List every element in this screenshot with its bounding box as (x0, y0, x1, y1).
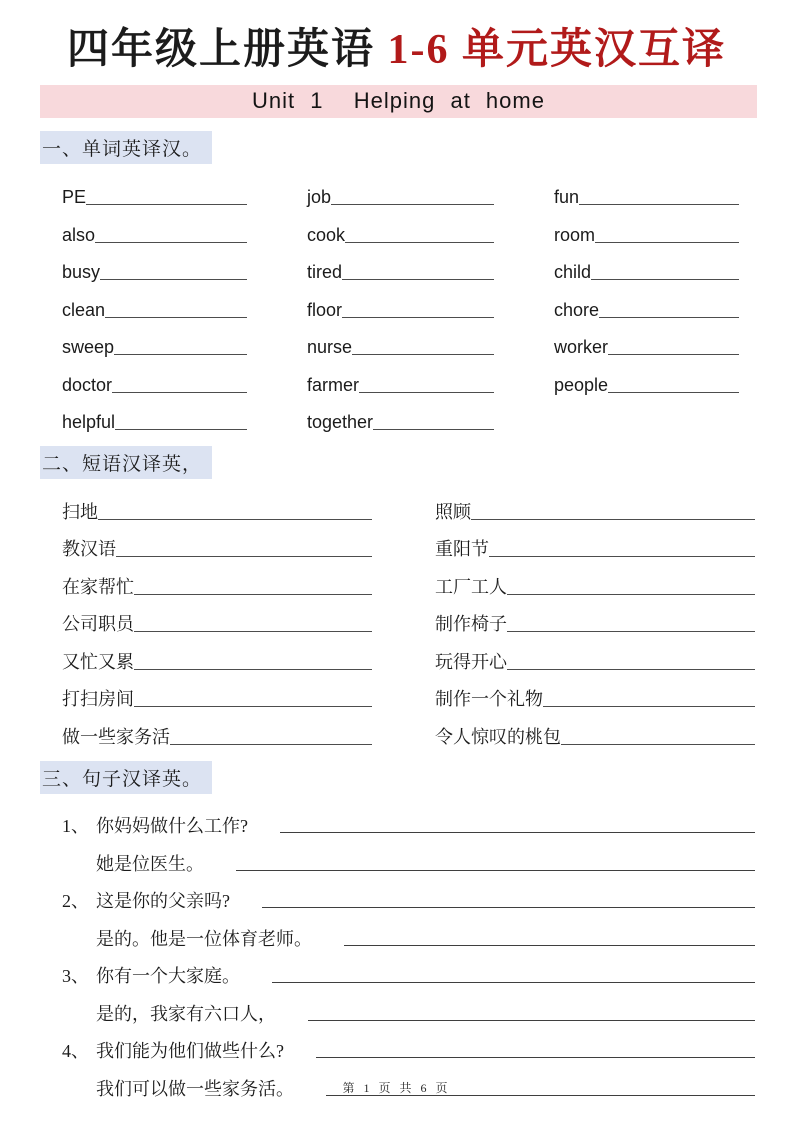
page-title (0, 0, 793, 77)
word-label: child (554, 262, 592, 282)
answer-blank (134, 631, 372, 632)
word-item (62, 283, 247, 321)
answer-blank (471, 519, 755, 520)
title-units-part: 1-6 单元英汉互译 (387, 27, 726, 73)
answer-blank (561, 744, 755, 745)
answer-blank (308, 1020, 755, 1021)
answer-blank (543, 706, 755, 707)
sentence-row (62, 800, 755, 838)
word-item (554, 246, 739, 284)
page-number-indicator: 第 1 页 共 6 页 (342, 1081, 451, 1095)
sentence-number: 3、 (62, 966, 89, 986)
word-label: tired (307, 262, 343, 282)
answer-blank (342, 279, 494, 280)
phrase-label: 令人惊叹的桃包 (435, 726, 561, 747)
unit-banner (40, 85, 757, 118)
answer-blank (352, 354, 494, 355)
word-item (554, 283, 739, 321)
answer-blank (345, 242, 494, 243)
answer-blank (134, 706, 372, 707)
answer-blank (100, 279, 247, 280)
word-label: busy (62, 262, 101, 282)
phrase-label: 工厂工人 (435, 576, 507, 597)
sentence-row (62, 987, 755, 1025)
phrase-item (62, 673, 372, 711)
word-label: worker (554, 337, 609, 357)
word-label: people (554, 374, 609, 395)
sentence-text: 你妈妈做什么工作? (96, 816, 248, 836)
phrase-item (435, 523, 755, 561)
phrase-item (435, 560, 755, 598)
answer-blank (236, 870, 755, 871)
phrase-translation-list (62, 485, 793, 748)
word-item (307, 396, 494, 434)
word-label: cook (307, 224, 346, 245)
sentence-text: 是的，我家有六口人， (96, 1003, 276, 1024)
sentence-number (62, 948, 96, 950)
phrase-label: 照顾 (435, 501, 471, 522)
answer-blank (98, 519, 372, 520)
phrase-label: 扫地 (62, 501, 98, 522)
word-item (307, 171, 494, 209)
answer-blank (86, 204, 247, 205)
phrase-label: 在家帮忙 (62, 576, 134, 597)
answer-blank (507, 594, 755, 595)
word-item (307, 358, 494, 396)
sentence-row (62, 837, 755, 875)
sentence-row (62, 950, 755, 988)
word-label: floor (307, 299, 343, 320)
title-grade-part: 四年级上册英语 (66, 27, 388, 73)
answer-blank (134, 669, 372, 670)
sentence-text: 我们可以做一些家务活。 (96, 1078, 294, 1099)
phrase-label: 又忙又累 (62, 651, 134, 672)
word-label: helpful (62, 412, 116, 432)
word-label: chore (554, 299, 600, 320)
word-item (62, 321, 247, 359)
answer-blank (134, 594, 372, 595)
answer-blank (599, 317, 739, 318)
phrase-label: 制作一个礼物 (435, 689, 543, 709)
answer-blank (115, 429, 247, 430)
word-label: together (307, 412, 374, 432)
sentence-number (62, 1098, 96, 1100)
word-label: nurse (307, 337, 353, 357)
answer-blank (170, 744, 372, 745)
phrase-item (435, 673, 755, 711)
phrase-item (435, 485, 755, 523)
word-item (554, 321, 739, 359)
word-item (307, 246, 494, 284)
answer-blank (579, 204, 739, 205)
phrase-item (62, 598, 372, 636)
sentence-text: 是的。他是一位体育老师。 (96, 928, 312, 949)
unit-banner-text: Unit 1 Helping at home (252, 88, 545, 113)
word-label: farmer (307, 374, 360, 395)
word-item (307, 321, 494, 359)
sentence-text: 她是位医生。 (96, 853, 204, 874)
answer-blank (272, 982, 755, 983)
word-item-empty (554, 396, 739, 434)
phrase-item (435, 635, 755, 673)
word-item (307, 208, 494, 246)
phrase-label: 制作椅子 (435, 614, 507, 634)
phrase-label: 公司职员 (62, 614, 134, 634)
sentence-number: 2、 (62, 891, 89, 911)
phrase-item (435, 710, 755, 748)
word-item (554, 358, 739, 396)
word-label: fun (554, 187, 580, 207)
sentence-text: 你有一个大家庭。 (96, 966, 240, 986)
word-label: PE (62, 187, 87, 207)
answer-blank (95, 242, 247, 243)
answer-blank (359, 392, 494, 393)
answer-blank (507, 631, 755, 632)
phrase-label: 重阳节 (435, 539, 489, 559)
phrase-item (62, 560, 372, 598)
answer-blank (105, 317, 247, 318)
sentence-text: 我们能为他们做些什么? (96, 1041, 284, 1061)
word-item (62, 171, 247, 209)
phrase-label: 教汉语 (62, 539, 116, 559)
word-label: room (554, 224, 596, 245)
word-label: clean (62, 299, 106, 320)
answer-blank (331, 204, 494, 205)
phrase-item (62, 485, 372, 523)
sentence-row (62, 912, 755, 950)
sentence-number: 4、 (62, 1041, 89, 1061)
sentence-number (62, 1023, 96, 1025)
answer-blank (608, 354, 739, 355)
word-label: also (62, 224, 96, 245)
answer-blank (280, 832, 755, 833)
word-item (62, 246, 247, 284)
answer-blank (489, 556, 755, 557)
answer-blank (595, 242, 739, 243)
answer-blank (316, 1057, 755, 1058)
sentence-translation-list (62, 800, 755, 1100)
phrase-item (62, 523, 372, 561)
answer-blank (373, 429, 494, 430)
answer-blank (344, 945, 755, 946)
word-item (62, 358, 247, 396)
answer-blank (507, 669, 755, 670)
answer-blank (262, 907, 755, 908)
section2-heading: 二、短语汉译英， (40, 446, 212, 479)
sentence-number: 1、 (62, 816, 89, 836)
answer-blank (591, 279, 739, 280)
word-item (554, 208, 739, 246)
answer-blank (608, 392, 739, 393)
word-translation-list (62, 171, 793, 434)
word-item (62, 208, 247, 246)
word-label: job (307, 187, 332, 207)
phrase-item (62, 635, 372, 673)
word-item (554, 171, 739, 209)
word-item (62, 396, 247, 434)
sentence-row (62, 875, 755, 913)
answer-blank (342, 317, 494, 318)
phrase-label: 玩得开心 (435, 651, 507, 672)
word-label: sweep (62, 337, 115, 357)
sentence-number (62, 873, 96, 875)
word-item (307, 283, 494, 321)
phrase-label: 做一些家务活 (62, 726, 170, 747)
sentence-text: 这是你的父亲吗? (96, 891, 230, 911)
answer-blank (116, 556, 372, 557)
section1-heading: 一、单词英译汉。 (40, 131, 212, 164)
answer-blank (114, 354, 247, 355)
section3-heading: 三、句子汉译英。 (40, 761, 212, 794)
word-label: doctor (62, 374, 113, 395)
phrase-item (62, 710, 372, 748)
sentence-row (62, 1025, 755, 1063)
answer-blank (112, 392, 247, 393)
phrase-label: 打扫房间 (62, 689, 134, 709)
phrase-item (435, 598, 755, 636)
